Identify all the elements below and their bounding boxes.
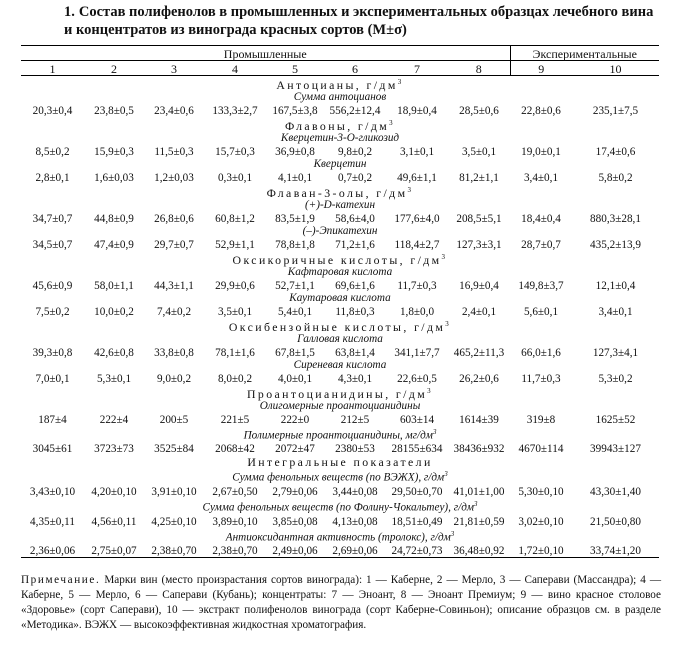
column-header: 10	[572, 61, 659, 76]
table-cell: 7,5±0,2	[35, 305, 70, 318]
table-cell: 0,7±0,2	[337, 171, 373, 184]
subheading	[21, 199, 659, 211]
row-label: Каутаровая кислота	[289, 291, 391, 304]
subheading	[21, 400, 659, 412]
section-heading-row	[21, 76, 659, 91]
unit-superscript: 3	[445, 319, 452, 328]
table-cell: 4,25±0,10	[151, 515, 197, 528]
subheading	[21, 292, 659, 304]
section-heading	[21, 318, 659, 333]
table-cell: 222±4	[99, 413, 129, 426]
table-cell: 2,75±0,07	[84, 543, 144, 558]
table-cell: 2,4±0,1	[461, 305, 497, 318]
table-cell: 52,9±1,1	[215, 238, 255, 251]
table-number: 1.	[64, 4, 75, 20]
table-cell: 4,13±0,08	[332, 515, 378, 528]
table-cell: 9,8±0,2	[337, 145, 373, 158]
table-cell: 1614±39	[459, 413, 499, 426]
table-cell: 52,7±1,1	[275, 279, 315, 292]
subheading-row	[21, 359, 659, 371]
table-row	[21, 170, 659, 184]
table-cell: 29,7±0,7	[154, 238, 194, 251]
table-cell: 22,8±0,6	[521, 104, 561, 117]
subheading	[21, 91, 659, 103]
row-label: Антоцианы, г/дм	[276, 77, 398, 92]
subheading	[21, 468, 659, 484]
table-cell: 221±5	[220, 413, 250, 426]
subheading-row	[21, 333, 659, 345]
table-cell: 78,8±1,8	[275, 238, 315, 251]
table-cell: 1,72±0,10	[510, 543, 572, 558]
subheading-row	[21, 468, 659, 484]
header-group-industrial: Промышленные	[21, 46, 510, 61]
table-cell: 18,51±0,49	[391, 515, 443, 528]
unit-superscript: 3	[441, 252, 448, 261]
table-body	[21, 46, 659, 558]
subheading-row	[21, 158, 659, 170]
row-label: (–)-Эпикатехин	[302, 224, 378, 237]
table-cell: 38436±932	[453, 443, 505, 456]
table-cell: 1,2±0,03	[154, 171, 194, 184]
table-cell: 23,4±0,6	[154, 104, 194, 117]
table-title	[64, 3, 664, 39]
table-cell: 42,6±0,8	[94, 346, 134, 359]
table-cell: 8,5±0,2	[35, 145, 70, 158]
table-cell: 5,4±0,1	[277, 305, 313, 318]
section-heading	[21, 76, 659, 91]
row-label: Антиоксидантная активность (тролокс), г/дм	[225, 531, 451, 544]
subheading-row	[21, 498, 659, 514]
subheading	[21, 359, 659, 371]
table-cell: 187±4	[38, 413, 67, 426]
table-cell: 29,50±0,70	[391, 486, 443, 498]
table-cell: 3,4±0,1	[598, 305, 633, 318]
table-cell: 44,8±0,9	[94, 212, 134, 225]
table-cell: 235,1±7,5	[592, 104, 639, 117]
table-cell: 2,36±0,06	[21, 543, 84, 558]
table-cell: 28,7±0,7	[521, 238, 561, 251]
table-cell: 43,30±1,40	[590, 486, 641, 498]
table-cell: 5,3±0,2	[598, 372, 633, 385]
row-label: Кверцетин	[313, 157, 367, 170]
subheading	[21, 426, 659, 442]
table-cell: 18,4±0,4	[521, 212, 561, 225]
section-heading	[21, 184, 659, 199]
note-text: Марки вин (место произрастания сортов винограда): 1 — Каберне, 2 — Мерло, 3 — Саперави (Массандра); 4 — Каберне, 5 — Мерло, 6 — Саперави (Кубань); концентраты: 7 — Эноант, 8 — Эноант Премиум; 9 — вино красное столовое «Здоровье» (сорт Саперави), 10 — экстракт полифенолов винограда (сорт Каберне-Совиньон); описание образцов см. в разделе «Методика». ВЭЖХ — высокоэффективная жидкостная хроматография.	[21, 574, 661, 631]
table-cell: 3,5±0,1	[217, 305, 253, 318]
table-cell: 69,6±1,6	[335, 279, 375, 292]
row-label: Сумма фенольных веществ (по Фолину-Чокальтеу), г/дм	[202, 501, 475, 514]
column-header: 7	[386, 61, 448, 76]
unit-superscript: 3	[407, 185, 414, 194]
subheading-row	[21, 528, 659, 544]
table-cell: 167,5±3,8	[272, 104, 318, 117]
table-cell: 78,1±1,6	[215, 346, 255, 359]
table-cell: 118,4±2,7	[394, 238, 440, 251]
table-row	[21, 543, 659, 558]
table-cell: 47,4±0,9	[94, 238, 134, 251]
table-cell: 58,6±4,0	[335, 212, 375, 225]
table-cell: 341,1±7,7	[394, 346, 440, 359]
row-label: Интегральные показатели	[247, 455, 433, 470]
table-cell: 3,02±0,10	[518, 515, 564, 528]
table-cell: 200±5	[159, 413, 189, 426]
table-row	[21, 484, 659, 498]
table-cell: 1,6±0,03	[94, 171, 134, 184]
table-cell: 15,9±0,3	[94, 145, 134, 158]
table-cell: 7,4±0,2	[156, 305, 192, 318]
table-cell: 222±0	[280, 413, 310, 426]
table-cell: 67,8±1,5	[275, 346, 315, 359]
table-cell: 71,2±1,6	[335, 238, 375, 251]
table-cell: 36,9±0,8	[275, 145, 315, 158]
table-cell: 3045±61	[32, 443, 73, 456]
table-cell: 45,6±0,9	[32, 279, 73, 292]
table-cell: 29,9±0,6	[215, 279, 255, 292]
table-cell: 17,4±0,6	[595, 145, 636, 158]
table-cell: 4,20±0,10	[91, 486, 137, 498]
unit-superscript: 3	[432, 427, 437, 436]
table-cell: 2,49±0,06	[266, 543, 324, 558]
table-cell: 133,3±2,7	[212, 104, 258, 117]
table-cell: 66,0±1,6	[521, 346, 561, 359]
table-cell: 2,8±0,1	[35, 171, 70, 184]
table-cell: 4670±114	[518, 443, 564, 456]
table-cell: 81,2±1,1	[459, 171, 499, 184]
table-cell: 44,3±1,1	[154, 279, 194, 292]
table-cell: 556,2±12,4	[329, 104, 381, 117]
subheading	[21, 528, 659, 544]
row-label: Флаван-3-олы, г/дм	[266, 185, 408, 200]
row-label: Сиреневая кислота	[293, 358, 387, 371]
table-cell: 22,6±0,5	[397, 372, 437, 385]
section-heading-row	[21, 318, 659, 333]
table-cell: 26,8±0,6	[154, 212, 194, 225]
table-cell: 465,2±11,3	[453, 346, 505, 359]
header-group-experimental: Экспериментальные	[510, 46, 659, 61]
table-row	[21, 514, 659, 528]
table-cell: 23,8±0,5	[94, 104, 134, 117]
row-label: Кверцетин-3-О-гликозид	[280, 131, 400, 144]
unit-superscript: 3	[474, 500, 478, 508]
table-cell: 5,6±0,1	[523, 305, 559, 318]
table-row	[21, 345, 659, 359]
unit-superscript: 3	[389, 118, 396, 127]
table-cell: 3,44±0,08	[332, 486, 378, 498]
table-cell: 2,38±0,70	[204, 543, 266, 558]
table-cell: 1,8±0,0	[399, 305, 435, 318]
column-header: 6	[324, 61, 386, 76]
row-label: Кафтаровая кислота	[287, 265, 393, 278]
table-cell: 39,3±0,8	[32, 346, 73, 359]
row-label: Оксибензойные кислоты, г/дм	[228, 319, 446, 334]
row-label: Проантоцианидины, г/дм	[247, 386, 428, 401]
subheading-row	[21, 225, 659, 237]
row-label: Полимерные проантоцианидины, мг/дм	[243, 429, 433, 442]
header-group-row	[21, 46, 659, 61]
table-cell: 83,5±1,9	[275, 212, 315, 225]
section-heading-row	[21, 184, 659, 199]
row-label: Галловая кислота	[297, 332, 383, 345]
table-cell: 11,7±0,3	[397, 279, 437, 292]
subheading	[21, 225, 659, 237]
unit-superscript: 3	[397, 78, 404, 86]
polyphenol-table	[21, 45, 659, 558]
table-cell: 2380±53	[335, 443, 375, 456]
column-header: 8	[448, 61, 510, 76]
column-header: 9	[510, 61, 572, 76]
table-cell: 319±8	[526, 413, 556, 426]
table-cell: 4,3±0,1	[337, 372, 373, 385]
table-cell: 24,72±0,73	[386, 543, 448, 558]
table-cell: 11,5±0,3	[154, 145, 194, 158]
table-cell: 19,0±0,1	[521, 145, 561, 158]
unit-superscript: 3	[444, 470, 448, 479]
subheading-row	[21, 292, 659, 304]
table-title-text: Состав полифенолов в промышленных и экспериментальных образцах лечебного вина и концентратов из винограда красных сортов (M±σ)	[64, 4, 654, 38]
table-cell: 10,0±0,2	[94, 305, 134, 318]
column-header: 4	[204, 61, 266, 76]
table-cell: 2072±47	[275, 443, 315, 456]
subheading	[21, 333, 659, 345]
section-heading-row	[21, 385, 659, 400]
subheading	[21, 132, 659, 144]
table-cell: 3,4±0,1	[523, 171, 559, 184]
row-label: Сумма фенольных веществ (по ВЭЖХ), г/дм	[232, 472, 445, 484]
table-cell: 34,7±0,7	[32, 212, 73, 225]
table-cell: 60,8±1,2	[215, 212, 255, 225]
table-cell: 3723±73	[94, 443, 134, 456]
table-row	[21, 211, 659, 225]
table-cell: 33,8±0,8	[154, 346, 194, 359]
row-label: Сумма антоцианов	[293, 90, 387, 103]
row-label: Флавоны, г/дм	[284, 118, 390, 133]
column-header: 1	[21, 61, 84, 76]
subheading-row	[21, 266, 659, 278]
table-cell: 3,1±0,1	[399, 145, 435, 158]
column-header: 2	[84, 61, 144, 76]
table-row	[21, 103, 659, 117]
table-cell: 2,67±0,50	[212, 486, 258, 498]
subheading-row	[21, 91, 659, 103]
table-cell: 39943±127	[590, 443, 641, 456]
table-cell: 5,8±0,2	[598, 171, 633, 184]
table-cell: 11,8±0,3	[335, 305, 375, 318]
table-cell: 1625±52	[595, 413, 636, 426]
table-cell: 9,0±0,2	[156, 372, 192, 385]
table-cell: 4,1±0,1	[277, 171, 313, 184]
table-cell: 0,3±0,1	[217, 171, 253, 184]
table-cell: 880,3±28,1	[590, 212, 641, 225]
table-cell: 127,3±3,1	[456, 238, 502, 251]
table-cell: 3,91±0,10	[151, 486, 197, 498]
subheading-row	[21, 426, 659, 442]
subheading	[21, 158, 659, 170]
table-cell: 49,6±1,1	[397, 171, 437, 184]
table-cell: 4,35±0,11	[30, 515, 75, 528]
table-cell: 3,89±0,10	[212, 515, 258, 528]
table-cell: 7,0±0,1	[35, 372, 70, 385]
row-label: (+)-D-катехин	[304, 198, 376, 211]
table-cell: 3,85±0,08	[272, 515, 318, 528]
subheading	[21, 266, 659, 278]
unit-superscript: 3	[427, 386, 433, 395]
subheading-row	[21, 199, 659, 211]
table-cell: 21,50±0,80	[590, 515, 641, 528]
table-cell: 603±14	[399, 413, 435, 426]
table-cell: 26,2±0,6	[459, 372, 499, 385]
unit-superscript: 3	[450, 529, 455, 538]
table-cell: 12,1±0,4	[595, 279, 636, 292]
note-lead: Примечание.	[21, 574, 101, 586]
table-cell: 4,56±0,11	[91, 515, 137, 528]
section-heading-row	[21, 455, 659, 468]
table-cell: 177,6±4,0	[394, 212, 440, 225]
table-cell: 21,81±0,59	[453, 515, 505, 528]
table-cell: 18,9±0,4	[397, 104, 437, 117]
table-cell: 3,5±0,1	[461, 145, 497, 158]
table-cell: 5,3±0,1	[96, 372, 132, 385]
column-header: 5	[266, 61, 324, 76]
table-cell: 11,7±0,3	[521, 372, 561, 385]
table-cell: 149,8±3,7	[518, 279, 564, 292]
subheading-row	[21, 132, 659, 144]
table-cell: 15,7±0,3	[215, 145, 255, 158]
section-heading	[21, 385, 659, 400]
table-cell: 33,74±1,20	[572, 543, 659, 558]
table-note	[21, 573, 661, 633]
table-row	[21, 441, 659, 455]
table-row	[21, 237, 659, 251]
section-heading-row	[21, 251, 659, 266]
table-cell: 16,9±0,4	[459, 279, 499, 292]
table-cell: 28,5±0,6	[459, 104, 499, 117]
table-cell: 2,38±0,70	[144, 543, 204, 558]
table-cell: 28155±634	[391, 443, 443, 456]
table-cell: 41,01±1,00	[453, 486, 505, 498]
section-heading-row	[21, 117, 659, 132]
table-cell: 34,5±0,7	[32, 238, 73, 251]
row-label: Оксикоричные кислоты, г/дм	[232, 252, 442, 267]
table-cell: 20,3±0,4	[32, 104, 73, 117]
table-cell: 58,0±1,1	[94, 279, 134, 292]
table-row	[21, 304, 659, 318]
table-cell: 8,0±0,2	[217, 372, 253, 385]
header-columns-row	[21, 61, 659, 76]
table-row	[21, 371, 659, 385]
section-heading	[21, 455, 659, 468]
table-cell: 2,79±0,06	[272, 486, 318, 498]
table-cell: 2068±42	[215, 443, 255, 456]
table-cell: 63,8±1,4	[335, 346, 375, 359]
row-label: Олигомерные проантоцианидины	[259, 399, 421, 412]
table-row	[21, 278, 659, 292]
subheading	[21, 498, 659, 514]
table-row	[21, 412, 659, 426]
table-cell: 208,5±5,1	[456, 212, 502, 225]
section-heading	[21, 251, 659, 266]
table-cell: 127,3±4,1	[592, 346, 639, 359]
table-cell: 435,2±13,9	[590, 238, 641, 251]
table-cell: 212±5	[340, 413, 370, 426]
table-cell: 4,0±0,1	[277, 372, 313, 385]
section-heading	[21, 117, 659, 132]
table-row	[21, 144, 659, 158]
subheading-row	[21, 400, 659, 412]
table-cell: 5,30±0,10	[518, 486, 564, 498]
table-cell: 2,69±0,06	[324, 543, 386, 558]
table-cell: 3,43±0,10	[29, 486, 76, 498]
table-cell: 36,48±0,92	[448, 543, 510, 558]
column-header: 3	[144, 61, 204, 76]
table-cell: 3525±84	[154, 443, 194, 456]
